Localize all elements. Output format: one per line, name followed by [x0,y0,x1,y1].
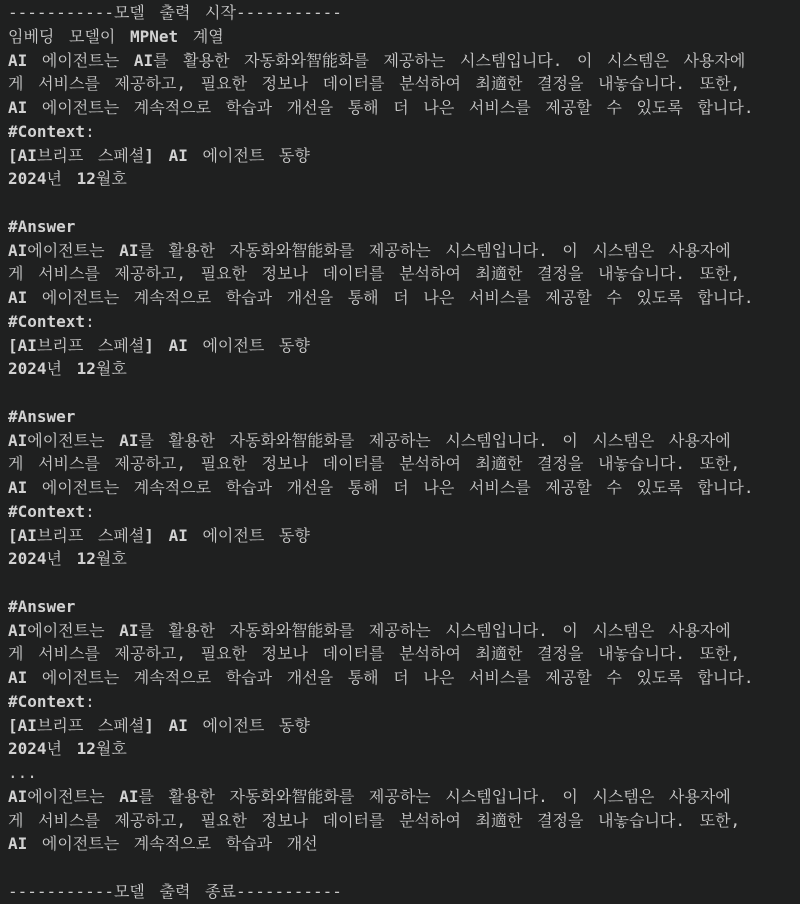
ascii-text: AI [8,430,28,450]
ascii-text: [AI [8,145,37,165]
console-line: 2024년 12월호 [8,739,127,759]
console-line: 게 서비스를 제공하고, 필요한 정보나 데이터를 분석하여 최適한 결정을 내놓습니다. 또한, [8,454,741,474]
console-line: AI에이전트는 AI를 활용한 자동화와智能화를 제공하는 시스템입니다. 이 시스템은 사용자에 [8,620,731,640]
ascii-text: AI [168,145,188,165]
ascii-text: AI [8,834,28,854]
console-line [8,215,794,239]
ascii-text: ] [144,525,154,545]
ascii-text: ] [144,715,154,735]
ascii-text: AI [8,240,28,260]
console-line [8,191,794,215]
ascii-text: [AI [8,525,37,545]
ascii-text: AI [8,98,28,117]
console-line [8,856,794,880]
console-line: [AI브리프 스페셜] AI 에이전트 동향 [8,145,310,165]
ascii-text: [AI [8,335,37,355]
console-line: ... [8,763,37,782]
console-line: [AI브리프 스페셜] AI 에이전트 동향 [8,715,310,735]
console-line: 게 서비스를 제공하고, 필요한 정보나 데이터를 분석하여 최適한 결정을 내놓습니다. 또한, [8,810,741,830]
ascii-text: #Answer [8,596,76,616]
ascii-text: AI [119,620,139,640]
ascii-text: AI [8,478,28,497]
ascii-text: 12 [76,359,96,379]
ascii-text: ] [144,335,154,355]
ascii-text: AI [8,786,28,806]
ascii-text: 12 [76,169,96,189]
console-line: [AI브리프 스페셜] AI 에이전트 동향 [8,335,310,355]
console-line: AI 에이전트는 계속적으로 학습과 개선을 통해 더 나은 서비스를 제공할 수 있도록 합니다. [8,98,754,117]
console-line: 임베딩 모델이 MPNet 계열 [8,26,224,46]
console-line: AI에이전트는 AI를 활용한 자동화와智能화를 제공하는 시스템입니다. 이 시스템은 사용자에 [8,240,731,260]
ascii-text: AI [8,50,28,70]
console-line: 게 서비스를 제공하고, 필요한 정보나 데이터를 분석하여 최適한 결정을 내놓습니다. 또한, [8,74,741,94]
ascii-text: [AI [8,715,37,735]
console-line: AI에이전트는 AI를 활용한 자동화와智能화를 제공하는 시스템입니다. 이 시스템은 사용자에 [8,786,731,806]
ascii-text: 2024 [8,359,47,379]
console-line: 게 서비스를 제공하고, 필요한 정보나 데이터를 분석하여 최適한 결정을 내놓습니다. 또한, [8,264,741,284]
ascii-text: AI [168,525,188,545]
ascii-text: #Context [8,311,86,331]
console-line: AI 에이전트는 계속적으로 학습과 개선을 통해 더 나은 서비스를 제공할 수 있도록 합니다. [8,478,754,497]
ascii-text: #Answer [8,406,76,426]
console-line: 2024년 12월호 [8,359,127,379]
ascii-text: 12 [76,549,96,569]
ascii-text: AI [8,620,28,640]
console-line [8,381,794,405]
console-line: AI 에이전트는 AI를 활용한 자동화와智能화를 제공하는 시스템입니다. 이 시스템은 사용자에 [8,50,746,70]
ascii-text: #Context [8,691,86,711]
ascii-text: AI [168,715,188,735]
console-line: AI 에이전트는 계속적으로 학습과 개선을 통해 더 나은 서비스를 제공할 수 있도록 합니다. [8,288,754,307]
console-line: -----------모델 출력 종료----------- [8,881,342,901]
ascii-text: AI [119,786,139,806]
console-line: AI에이전트는 AI를 활용한 자동화와智能화를 제공하는 시스템입니다. 이 시스템은 사용자에 [8,430,731,450]
ascii-text: MPNet [130,26,179,46]
ascii-text: AI [168,335,188,355]
console-line [8,571,794,595]
ascii-text: AI [8,668,28,687]
console-line: -----------모델 출력 시작----------- [8,3,342,22]
console-line: #Context: [8,121,95,141]
console-line [8,405,794,429]
ascii-text: 2024 [8,169,47,189]
ascii-text: 2024 [8,739,47,759]
ascii-text: ] [144,145,154,165]
console-line: #Context: [8,501,95,521]
ascii-text: #Context [8,121,86,141]
ascii-text: 2024 [8,549,47,569]
ascii-text: AI [119,430,139,450]
console-line: #Context: [8,311,95,331]
console-line: [AI브리프 스페셜] AI 에이전트 동향 [8,525,310,545]
ascii-text: AI [8,288,28,307]
ascii-text: AI [133,50,154,70]
console-line: #Context: [8,691,95,711]
console-line: 게 서비스를 제공하고, 필요한 정보나 데이터를 분석하여 최適한 결정을 내놓습니다. 또한, [8,644,741,664]
console-line: AI 에이전트는 계속적으로 학습과 개선을 통해 더 나은 서비스를 제공할 수 있도록 합니다. [8,668,754,687]
console-line [8,595,794,619]
ascii-text: #Answer [8,216,76,236]
ascii-text: 12 [76,739,96,759]
console-line: AI 에이전트는 계속적으로 학습과 개선 [8,834,318,854]
ascii-text: #Context [8,501,86,521]
console-line: 2024년 12월호 [8,169,127,189]
ascii-text: AI [119,240,139,260]
console-line: 2024년 12월호 [8,549,127,569]
